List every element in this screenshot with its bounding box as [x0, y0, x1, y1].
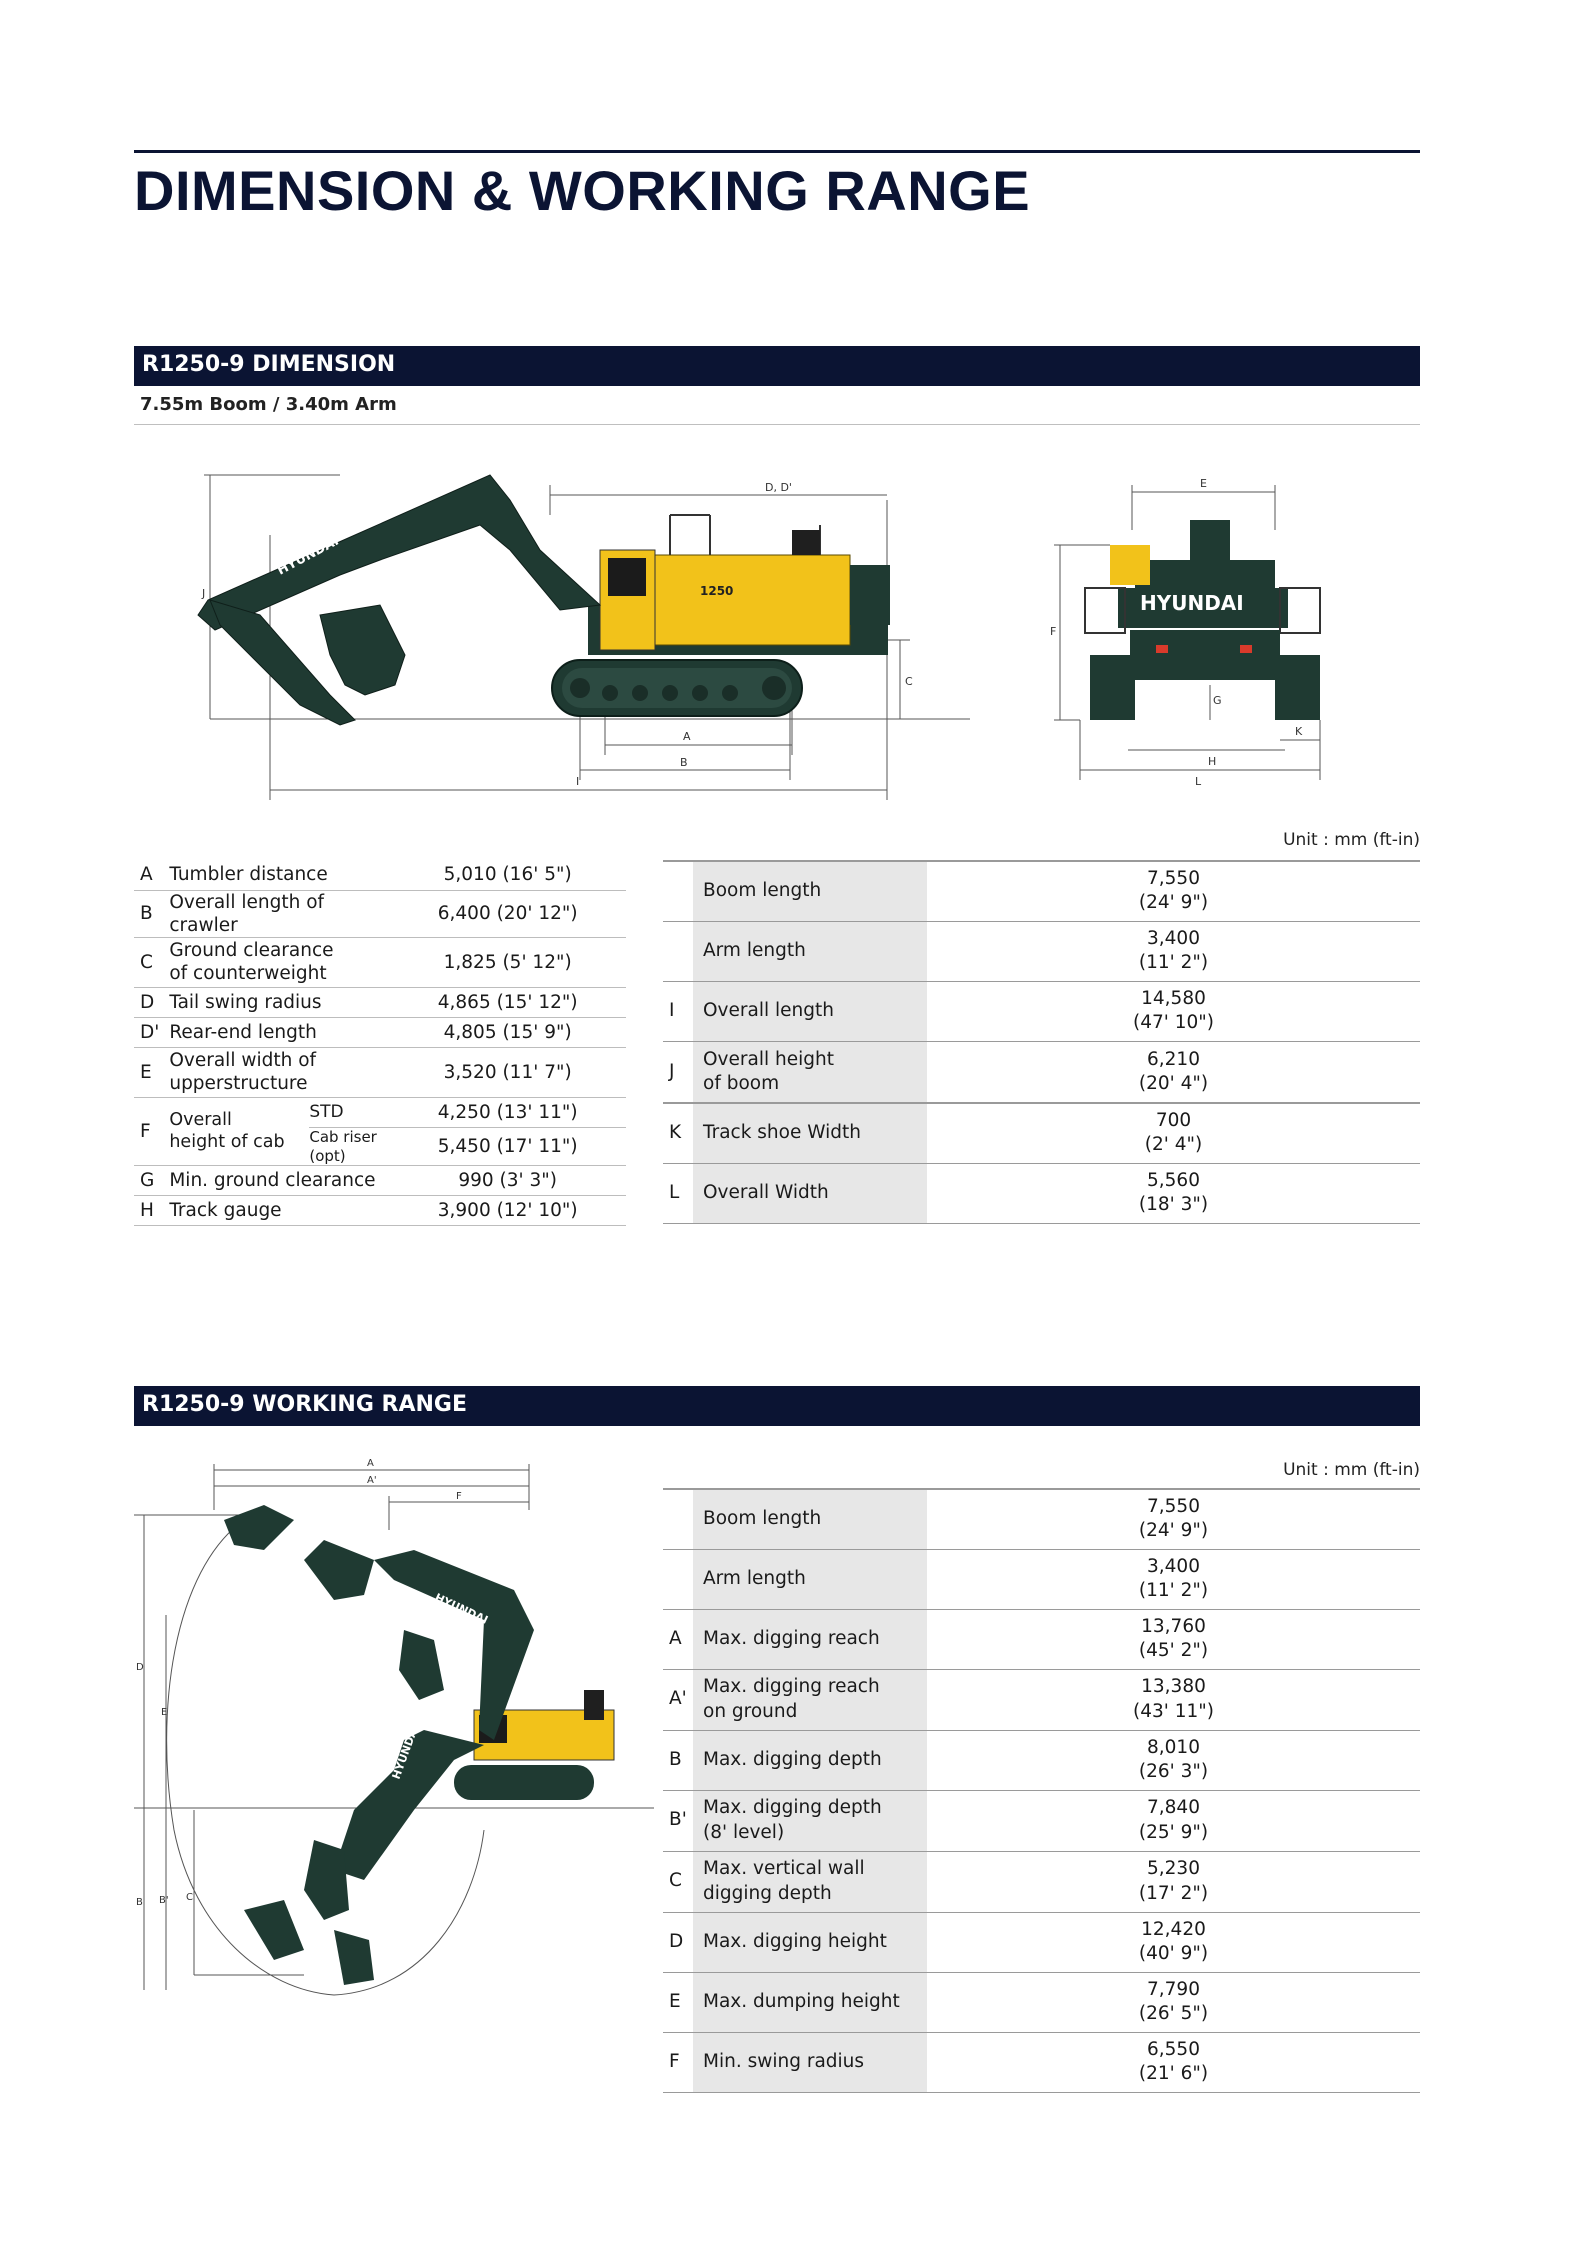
excavator-front-view-drawing — [1050, 470, 1340, 790]
front-label-f: F — [1050, 625, 1057, 638]
side-boom-arm — [198, 475, 600, 725]
wr-label-f: F — [456, 1491, 462, 1502]
dim-label-b: B — [680, 756, 688, 769]
side-boom-brand: HYUNDAI — [274, 533, 342, 579]
front-label-k: K — [1295, 725, 1303, 738]
front-label-l: L — [1195, 775, 1202, 788]
dimension-section-bar: R1250-9 DIMENSION — [134, 346, 1420, 386]
wr-label-c: C — [186, 1892, 193, 1903]
dimension-left-table — [134, 860, 626, 1226]
front-label-g: G — [1213, 694, 1222, 707]
table-row: D Tail swing radius 4,865 (15' 12") — [134, 987, 626, 1017]
table-row: D Max. digging height 12,420 (40' 9") — [663, 1912, 1420, 1972]
table-row: H Track gauge 3,900 (12' 10") — [134, 1196, 626, 1226]
table-row: G Min. ground clearance 990 (3' 3") — [134, 1166, 626, 1196]
dim-label-a: A — [683, 730, 691, 743]
table-row: Boom length 7,550 (24' 9") — [663, 1489, 1420, 1549]
table-row: Cab riser (opt) 5,450 (17' 11") — [134, 1127, 626, 1166]
dimension-unit: Unit : mm (ft-in) — [1283, 830, 1420, 850]
title-rule — [134, 150, 1420, 153]
front-body — [1085, 520, 1320, 720]
table-row: B Max. digging depth 8,010 (26' 3") — [663, 1730, 1420, 1790]
table-row: B' Max. digging depth (8' level) 7,840 (25' 9") — [663, 1790, 1420, 1851]
side-crawler — [552, 660, 802, 716]
working-range-table — [663, 1488, 1420, 2093]
table-row: C Max. vertical wall digging depth 5,230 (17' 2") — [663, 1851, 1420, 1912]
dim-label-j: J — [202, 587, 206, 600]
wr-label-a2: A' — [367, 1475, 377, 1486]
wr-label-a: A — [367, 1458, 374, 1469]
front-brand: HYUNDAI — [1140, 591, 1244, 615]
excavator-side-view-drawing — [180, 455, 980, 810]
table-row: Arm length 3,400 (11' 2") — [663, 1549, 1420, 1609]
wr-boom-lower — [244, 1730, 484, 1985]
table-row: A' Max. digging reach on ground 13,380 (43' 11") — [663, 1669, 1420, 1730]
dimension-right-table — [663, 860, 1420, 1224]
wr-label-b2: B' — [159, 1895, 169, 1906]
dim-label-c: C — [905, 675, 913, 688]
front-label-e: E — [1200, 477, 1207, 490]
wr-boom-brand-upper: HYUNDAI — [432, 1590, 490, 1627]
wr-boom-upper — [224, 1505, 534, 1740]
table-row: Boom length 7,550 (24' 9") — [663, 861, 1420, 921]
dim-label-d: D, D' — [765, 481, 792, 494]
table-row: I Overall length 14,580 (47' 10") — [663, 981, 1420, 1041]
table-row: C Ground clearance of counterweight 1,825 (5' 12") — [134, 937, 626, 987]
table-row: E Overall width of upperstructure 3,520 (11' 7") — [134, 1047, 626, 1097]
working-range-section-bar: R1250-9 WORKING RANGE — [134, 1386, 1420, 1426]
wr-label-b: B — [136, 1897, 143, 1908]
table-row: A Max. digging reach 13,760 (45' 2") — [663, 1609, 1420, 1669]
dim-label-i: I — [576, 775, 580, 788]
subtitle-rule — [134, 424, 1420, 425]
working-range-unit: Unit : mm (ft-in) — [1283, 1460, 1420, 1480]
wr-label-d: D — [136, 1662, 144, 1673]
working-range-drawing — [134, 1450, 654, 2010]
table-row: L Overall Width 5,560 (18' 3") — [663, 1163, 1420, 1223]
table-row: E Max. dumping height 7,790 (26' 5") — [663, 1972, 1420, 2032]
table-row: Arm length 3,400 (11' 2") — [663, 921, 1420, 981]
dimension-subtitle: 7.55m Boom / 3.40m Arm — [140, 394, 397, 415]
wr-label-e: E — [161, 1707, 168, 1718]
side-model-badge: 1250 — [700, 584, 734, 598]
table-row: F Min. swing radius 6,550 (21' 6") — [663, 2032, 1420, 2092]
table-row: F Overall height of cab STD 4,250 (13' 11") — [134, 1097, 626, 1127]
table-row: B Overall length of crawler 6,400 (20' 12") — [134, 890, 626, 937]
wr-boom-brand-lower: HYUNDAI — [389, 1722, 422, 1782]
front-label-h: H — [1208, 755, 1217, 768]
table-row: J Overall height of boom 6,210 (20' 4") — [663, 1041, 1420, 1103]
side-upper-body — [588, 515, 890, 655]
table-row: A Tumbler distance 5,010 (16' 5") — [134, 860, 626, 890]
page-title: DIMENSION & WORKING RANGE — [134, 159, 1031, 222]
table-row: D' Rear-end length 4,805 (15' 9") — [134, 1017, 626, 1047]
table-row: K Track shoe Width 700 (2' 4") — [663, 1103, 1420, 1163]
